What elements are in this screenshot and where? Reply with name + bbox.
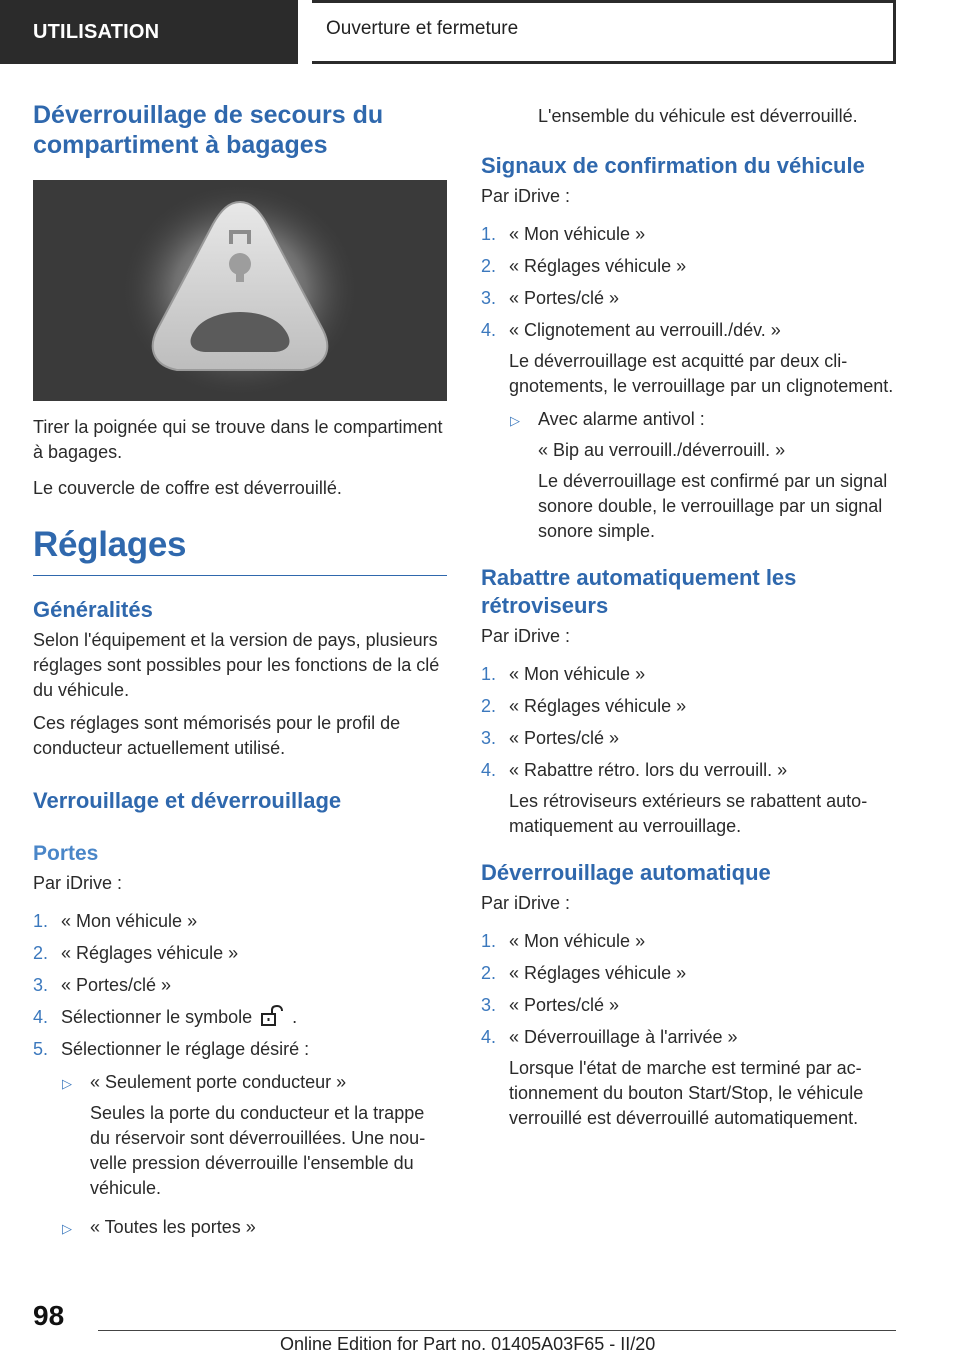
step-text: « Réglages véhicule » — [61, 943, 239, 963]
step-number: 2. — [33, 943, 49, 963]
step-number: 2. — [481, 256, 497, 276]
step-number: 1. — [481, 664, 497, 684]
list-item — [481, 758, 897, 839]
list-item — [481, 993, 897, 1018]
heading-fold-mirrors: Rabattre automatiquement les rétroviseurs — [481, 565, 797, 618]
triangle-bullet-icon: ▷ — [62, 1221, 72, 1236]
step-number: 4. — [33, 1007, 49, 1027]
list-item — [481, 726, 897, 751]
step-text: « Portes/clé » — [509, 728, 620, 748]
right-column — [481, 104, 897, 1138]
step-number: 4. — [481, 760, 497, 780]
list-item — [481, 318, 897, 544]
signal-steps-list — [481, 222, 897, 544]
paragraph-continuation: L'ensemble du véhicule est déverrouillé. — [538, 106, 858, 126]
option-label: « Seulement porte conducteur » — [90, 1072, 347, 1092]
mirror-steps-list — [481, 662, 897, 839]
list-item — [481, 1025, 897, 1131]
header-chapter-box — [312, 0, 896, 64]
triangle-bullet-icon: ▷ — [510, 413, 520, 428]
footer-edition: Online Edition for Part no. 01405A03F65 - II/20 — [280, 1334, 656, 1354]
trunk-release-handle-icon — [33, 180, 447, 401]
step-number: 4. — [481, 320, 497, 340]
step-description: Le déverrouillage est acquitté par deux clignotements, le verrouillage par un clignotement. — [509, 351, 894, 396]
paragraph-equipment-settings: Selon l'équipement et la version de pays, plusieurs réglages sont possibles pour les fonctions de la clé du véhicule. — [33, 630, 440, 700]
header-chapter-label: Ouverture et fermeture — [312, 3, 893, 61]
step-number: 3. — [481, 288, 497, 308]
page-number: 98 — [33, 1300, 65, 1331]
step-text: « Mon véhicule » — [61, 911, 198, 931]
option-label: Avec alarme antivol : — [538, 409, 705, 429]
triangle-bullet-icon: ▷ — [62, 1076, 72, 1091]
option-setting: « Bip au verrouill./déverrouill. » — [538, 440, 786, 460]
list-item — [481, 694, 897, 719]
step-description: Les rétroviseurs extérieurs se rabattent automatiquement au verrouillage. — [509, 791, 868, 836]
heading-lock-unlock: Verrouillage et déverrouillage — [33, 788, 342, 813]
step-text: « Mon véhicule » — [509, 224, 646, 244]
step-number: 3. — [481, 728, 497, 748]
step-number: 2. — [481, 963, 497, 983]
list-item — [509, 407, 897, 544]
step-text: « Mon véhicule » — [509, 931, 646, 951]
list-item — [33, 1037, 447, 1240]
step-description: Lorsque l'état de marche est terminé par actionnement du bouton Start/Stop, le véhicule verrouillé est déverrouillé automatiquement. — [509, 1058, 864, 1128]
page-header — [0, 0, 960, 66]
option-description: Seules la porte du conducteur et la trappe du réservoir sont déverrouillées. Une nouvelle pression déverrouille l'ensemble du véhicule. — [90, 1103, 426, 1198]
step-text: « Portes/clé » — [509, 995, 620, 1015]
step-number: 5. — [33, 1039, 49, 1059]
list-item — [481, 222, 897, 247]
auto-unlock-steps-list — [481, 929, 897, 1131]
step-text: « Mon véhicule » — [509, 664, 646, 684]
paragraph-trunk-unlocked: Le couvercle de coffre est déverrouillé. — [33, 478, 342, 498]
label-par-idrive: Par iDrive : — [481, 626, 571, 646]
step-number: 3. — [481, 995, 497, 1015]
doors-steps-list — [33, 909, 447, 1240]
heading-emergency-release: Déverrouillage de secours du compartiment à bagages — [33, 101, 384, 159]
label-par-idrive: Par iDrive : — [481, 186, 571, 206]
step-text: « Rabattre rétro. lors du verrouill. » — [509, 760, 788, 780]
label-par-idrive: Par iDrive : — [481, 893, 571, 913]
heading-reglages: Réglages — [33, 523, 447, 576]
step-text: « Portes/clé » — [509, 288, 620, 308]
unlock-symbol-icon — [260, 1005, 286, 1027]
step-text: « Déverrouillage à l'arrivée » — [509, 1027, 738, 1047]
list-item — [481, 662, 897, 687]
step-number: 1. — [481, 931, 497, 951]
list-item — [33, 1005, 447, 1030]
left-column — [33, 100, 447, 1247]
label-par-idrive: Par iDrive : — [33, 873, 123, 893]
step-text: Sélectionner le réglage désiré : — [61, 1039, 310, 1059]
list-item — [61, 1215, 447, 1240]
step-text-end: . — [292, 1007, 298, 1027]
option-description: Le déverrouillage est confirmé par un signal sonore double, le verrouillage par un signal sonore simple. — [538, 471, 888, 541]
step5-options-list — [61, 1070, 447, 1240]
list-item — [33, 973, 447, 998]
step-text: « Clignotement au verrouill./dév. » — [509, 320, 781, 340]
step-text: « Portes/clé » — [61, 975, 172, 995]
list-item — [61, 1070, 447, 1201]
list-item — [33, 941, 447, 966]
step-number: 1. — [481, 224, 497, 244]
step-number: 4. — [481, 1027, 497, 1047]
step-text: « Réglages véhicule » — [509, 696, 687, 716]
header-section-label: UTILISATION — [0, 0, 298, 64]
step-number: 1. — [33, 911, 49, 931]
list-item — [481, 961, 897, 986]
heading-auto-unlock: Déverrouillage automatique — [481, 860, 771, 885]
step-number: 3. — [33, 975, 49, 995]
list-item — [481, 254, 897, 279]
step-text: « Réglages véhicule » — [509, 963, 687, 983]
paragraph-driver-profile: Ces réglages sont mémorisés pour le profil de conducteur actuellement utilisé. — [33, 713, 401, 758]
list-item — [481, 929, 897, 954]
step-text: « Réglages véhicule » — [509, 256, 687, 276]
trunk-release-photo — [33, 180, 447, 401]
option-label: « Toutes les portes » — [90, 1217, 256, 1237]
heading-confirmation-signals: Signaux de confirmation du véhicule — [481, 153, 865, 178]
list-item — [481, 286, 897, 311]
signal-option-list — [509, 407, 897, 544]
list-item — [33, 909, 447, 934]
heading-generalites: Généralités — [33, 597, 153, 622]
paragraph-pull-handle: Tirer la poignée qui se trouve dans le compartiment à bagages. — [33, 417, 443, 462]
step-text: Sélectionner le symbole — [61, 1007, 253, 1027]
footer-divider — [98, 1330, 896, 1331]
step-number: 2. — [481, 696, 497, 716]
heading-portes: Portes — [33, 842, 99, 865]
